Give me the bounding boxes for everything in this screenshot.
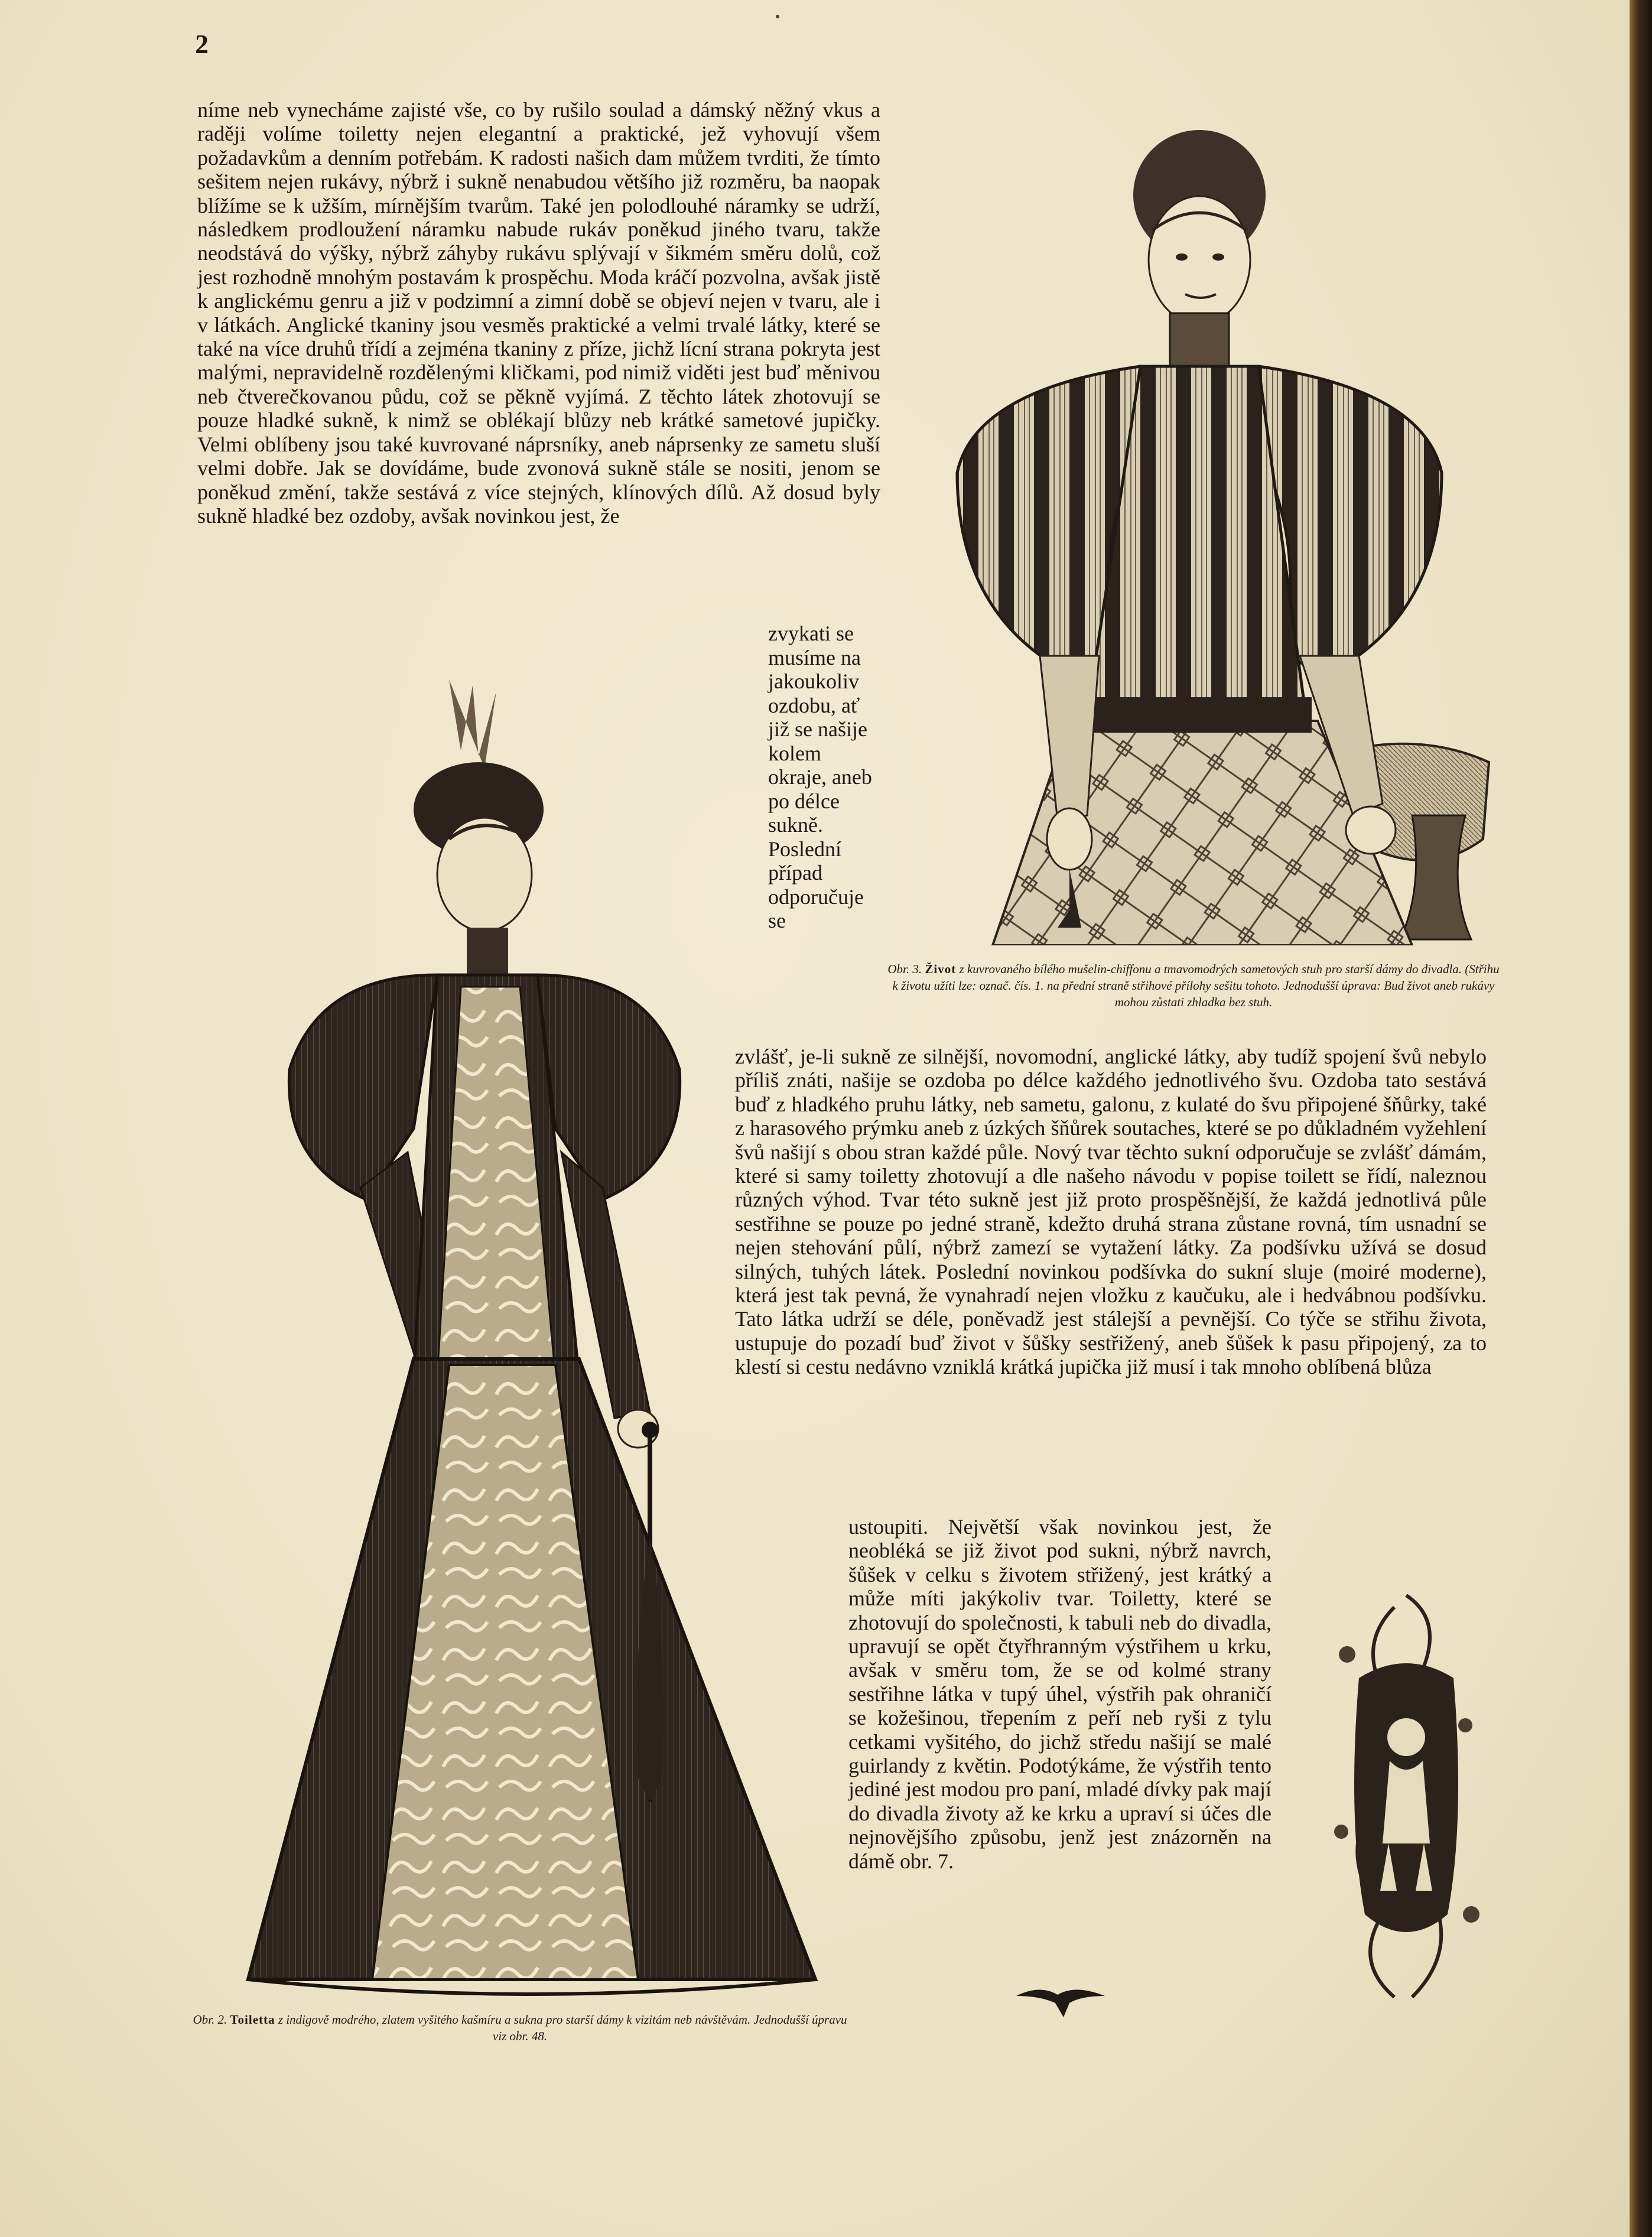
caption-fig3-label: Obr. 3.	[887, 962, 922, 976]
caption-fig2-label: Obr. 2.	[193, 2012, 227, 2027]
page-binding-edge	[1630, 0, 1652, 2237]
caption-fig3-text: z kuvrovaného bílého mušelin-chiffonu a tmavomodrých sametových stuh pro starší dámy do divadla. (Střihu k životu užíti lze: označ. čís. 1. na přední straně střihové přílohy sešitu tohoto. Jednodušší úprava: Bud život aneb rukávy mohou zůstati zhladka bez stuh.	[892, 962, 1500, 1009]
decorative-vignette	[1323, 1584, 1489, 2009]
caption-fig3-title: Život	[925, 962, 957, 976]
article-paragraph-narrow-column: zvykati se musíme na jakoukoliv ozdobu, ať již se našije kolem okraje, aneb po délce sukně. Poslední případ odporučuje se	[768, 622, 872, 932]
article-paragraph-middle: zvlášť, je-li sukně ze silnější, novomodní, anglické látky, aby tudíž spojení švů nebylo příliš znáti, našije se ozdoba po délce každého jednotlivého švu. Ozdoba tato sestává buď z hladkého pruhu látky, neb sametu, galonu, z kulaté do švu připojené šňůrky, také z harasového prýmku aneb z úzkých šňůrek soutaches, které se po důkladném vyžehlení švů našijí s obou stran každé půle. Nový tvar těchto sukní odporučuje se zvlášť dámám, které si samy toiletty zhotovují a dle našeho návodu v popise toilett se řídí, naleznou různých výhod. Tvar této sukně jest již proto prospěšnější, že každá jednotlivá půle sestřihne se pouze po jedné straně, kdežto druhá strana zůstane rovná, tím usnadní se nejen stehování půlí, nýbrž zamezí se vytažení látky. Za podšívku užívá se dosud silných, tuhých látek. Poslední novinkou podšívka do sukní sluje (moiré moderne), která jest tak pevná, že vynahradí nejen vložku z kaučuku, ale i hedvábnou podšívku. Tato látka udrží se déle, poněvadž jest stálejší a pevnější. Co týče se střihu života, ustupuje do pozadí buď život v šůšky sestřižený, aneb šůšek k pasu připojený, za to klestí si cestu nedávno vzniklá krátká jupička již musí i tak mnoho oblíbená blůza	[735, 1045, 1487, 1379]
caption-fig2	[189, 2011, 851, 2044]
caption-fig2-title: Toiletta	[230, 2012, 275, 2027]
caption-fig2-text: z indigově modrého, zlatem vyšitého kašmíru a sukna pro starší dámy k vizitám neb návštěvám. Jednodušší úpravu viz obr. 48.	[278, 2012, 847, 2043]
article-paragraph-top: níme neb vynecháme zajisté vše, co by rušilo soulad a dámský něžný vkus a raději volíme toiletty nejen elegantní a praktické, jež vyhovují všem požadavkům a denním potřebám. K radosti našich dam můžem tvrditi, že tímto sešitem nejen rukávy, nýbrž i sukně nenabudou většího již rozměru, ba naopak blížíme se k užším, mírnějším tvarům. Také jen polodlouhé náramky se udrží, následkem prodloužení náramku nabude rukáv poněkud jiného tvaru, takže neodstává do výšky, nýbrž záhyby rukávu splývají v šikmém směru dolů, což jest rozhodně mnohým postavám k prospěchu. Moda kráčí pozvolna, avšak jistě k anglickému genru a již v podzimní a zimní době se objeví nejen v tvaru, ale i v látkách. Anglické tkaniny jsou vesměs praktické a velmi trvalé látky, které se také na více druhů třídí a zejména tkaniny z příze, jichž lícní strana pokryta jest malými, nepravidelně rozdělenými kličkami, pod nimiž viděti jest buď měnivou neb čtverečkovanou půdu, což se pěkně vyjímá. Z těchto látek zhotovují se pouze hladké sukně, k nimž se oblékají blůzy neb krátké sametové jupičky. Velmi oblíbeny jsou také kuvrované náprsníky, aneb náprsenky ze sametu sluší velmi dobře. Jak se dovídáme, bude zvonová sukně stále se nositi, jenom se poněkud změní, takže sestává z více stejných, klínových dílů. Až dosud byly sukně hladké bez ozdoby, avšak novinkou jest, že	[197, 98, 880, 528]
page-number: 2	[195, 29, 209, 59]
article-paragraph-lower: ustoupiti. Největší však novinkou jest, že neobléká se již život pod sukni, nýbrž navrch, šůšek v celku s životem střižený, jest krátký a může míti jakýkoliv tvar. Toiletty, které se zhotovují do společnosti, k tabuli neb do divadla, upravují se opět čtyřhranným výstřihem u krku, avšak v směru tom, že se od kolmé strany sestřihne látka v tupý úhel, výstřih pak ohraničí se kožešinou, třepením z peří neb ryši z tylu cetkami vyšitého, do jichž středu našijí se malé guirlandy z květin. Podotýkáme, že výstřih tento jediné jest modou pro paní, mladé dívky pak mají do divadla životy až ke krku a upraví si účes dle nejnovějšího způsobu, jenž jest znázorněn na dámě obr. 7.	[848, 1515, 1271, 1873]
printer-mark	[772, 11, 783, 22]
bird-ornament-icon	[1016, 1978, 1105, 2020]
illustration-fig3-bodice	[892, 106, 1501, 945]
caption-fig3	[886, 961, 1501, 1010]
